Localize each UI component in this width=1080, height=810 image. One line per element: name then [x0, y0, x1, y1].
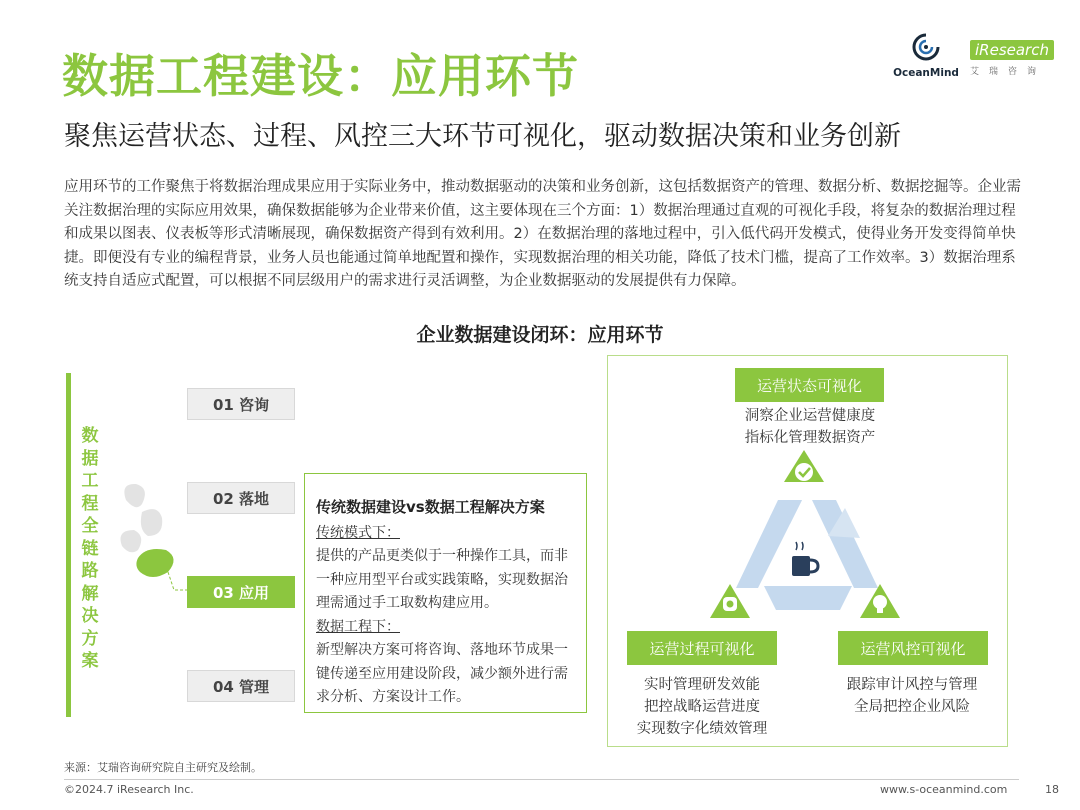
- page-title: 数据工程建设：应用环节: [62, 49, 579, 103]
- oceanmind-logo-icon: [911, 32, 941, 62]
- copyright: ©2024.7 iResearch Inc.: [64, 783, 194, 796]
- ops-risk-desc: [810, 674, 1014, 718]
- iresearch-logo-cn: 艾瑞咨询: [970, 67, 1047, 77]
- source-note: 来源：艾瑞咨询研究院自主研究及绘制。: [64, 761, 262, 774]
- comparison-panel: [304, 473, 587, 713]
- ops-process-label: 运营过程可视化: [627, 631, 777, 665]
- ops-status-desc: [700, 405, 920, 449]
- data-engineering-text: 新型解决方案可将咨询、落地环节成果一键传递至应用建设阶段，减少额外进行需求分析、方案设计工作。: [316, 642, 568, 705]
- oceanmind-logo: [893, 32, 959, 79]
- diagram-title: 企业数据建设闭环：应用环节: [416, 324, 664, 346]
- ops-process-line: 把控战略运营进度: [644, 699, 760, 715]
- step-consulting: 01 咨询: [187, 388, 295, 420]
- traditional-mode-text: 提供的产品更类似于一种操作工具，而非一种应用型平台或实践策略，实现数据治理需通过手工取数构建应用。: [316, 548, 568, 611]
- leaf-petal-icon: [112, 478, 192, 603]
- vertical-label: 数据工程全链路解决方案: [81, 426, 99, 671]
- ops-status-line: 指标化管理数据资产: [744, 430, 876, 446]
- ops-status-line: 洞察企业运营健康度: [744, 408, 876, 424]
- vertical-accent-bar: [66, 373, 71, 717]
- step-application: 03 应用: [187, 576, 295, 608]
- footer-url[interactable]: www.s-oceanmind.com: [880, 783, 1008, 796]
- page-subtitle: 聚焦运营状态、过程、风控三大环节可视化，驱动数据决策和业务创新: [64, 121, 901, 152]
- iresearch-logo: [970, 40, 1054, 77]
- mug-icon: [792, 556, 810, 576]
- traditional-mode-label: 传统模式下：: [316, 524, 400, 541]
- page-number: 18: [1045, 783, 1059, 796]
- lightbulb-icon: [873, 595, 887, 609]
- iresearch-logo-mark: iResearch: [970, 40, 1054, 60]
- footer-divider: [64, 779, 1019, 780]
- ops-process-line: 实时管理研发效能: [644, 677, 760, 693]
- ops-risk-line: 全局把控企业风险: [854, 699, 970, 715]
- ops-risk-line: 跟踪审计风控与管理: [846, 677, 978, 693]
- ops-process-line: 实现数字化绩效管理: [636, 721, 768, 737]
- ops-status-label: 运营状态可视化: [735, 368, 884, 402]
- panel-heading: 传统数据建设vs数据工程解决方案: [316, 498, 545, 516]
- ops-risk-label: 运营风控可视化: [838, 631, 988, 665]
- oceanmind-logo-text: OceanMind: [893, 67, 959, 79]
- ops-process-desc: [600, 674, 804, 740]
- data-engineering-label: 数据工程下：: [316, 618, 400, 635]
- cycle-triangle: [700, 448, 915, 628]
- intro-paragraph: 应用环节的工作聚焦于将数据治理成果应用于实际业务中，推动数据驱动的决策和业务创新，这包括数据资产的管理、数据分析、数据挖掘等。企业需关注数据治理的实际应用效果，确保数据能够为企业带来价值，这主要体现在三个方面：1）数据治理通过直观的可视化手段，将复杂的数据治理过程和成果以图表、仪表板等形式清晰展现，确保数据资产得到有效利用。2）在数据治理的落地过程中，引入低代码开发模式，使得业务开发变得简单快捷。即便没有专业的编程背景，业务人员也能通过简单地配置和操作，实现数据治理的相关功能，降低了技术门槛，提高了工作效率。3）数据治理系统支持自适应式配置，可以根据不同层级用户的需求进行灵活调整，为企业数据驱动的发展提供有力保障。: [64, 179, 1021, 289]
- step-management: 04 管理: [187, 670, 295, 702]
- step-implementation: 02 落地: [187, 482, 295, 514]
